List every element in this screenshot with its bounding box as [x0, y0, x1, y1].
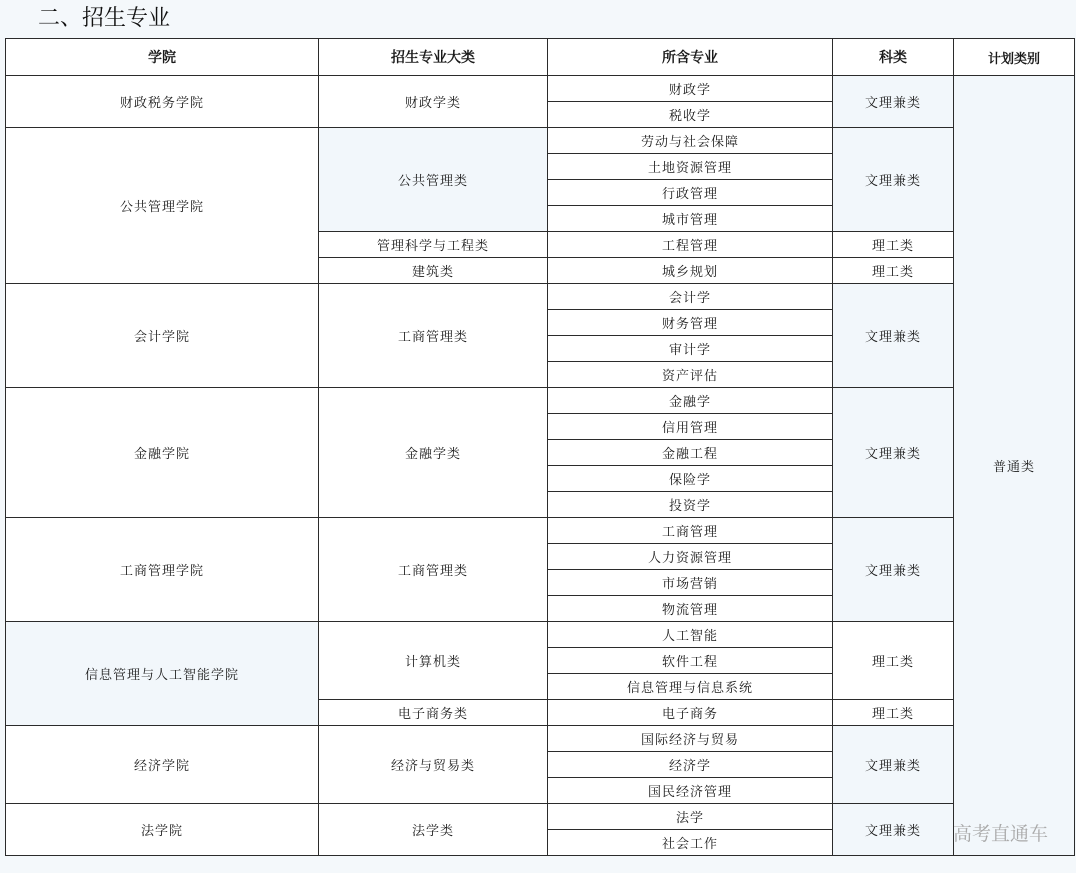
header-plan-type: 计划类别 — [954, 39, 1075, 76]
college-cell: 法学院 — [6, 804, 319, 856]
major-cell: 城乡规划 — [548, 258, 833, 284]
table-row — [6, 518, 1075, 544]
admission-plan-table — [5, 38, 1075, 856]
major-cell: 国民经济管理 — [548, 778, 833, 804]
major-cell: 软件工程 — [548, 648, 833, 674]
subject-cell: 文理兼类 — [833, 284, 954, 388]
table-body — [6, 76, 1075, 856]
category-cell: 工商管理类 — [319, 518, 548, 622]
college-cell: 经济学院 — [6, 726, 319, 804]
college-cell: 信息管理与人工智能学院 — [6, 622, 319, 726]
subject-cell: 文理兼类 — [833, 76, 954, 128]
subject-cell: 理工类 — [833, 258, 954, 284]
major-cell: 金融工程 — [548, 440, 833, 466]
subject-cell: 理工类 — [833, 622, 954, 700]
major-cell: 税收学 — [548, 102, 833, 128]
category-cell: 金融学类 — [319, 388, 548, 518]
subject-cell: 文理兼类 — [833, 388, 954, 518]
subject-cell: 文理兼类 — [833, 128, 954, 232]
major-cell: 信用管理 — [548, 414, 833, 440]
header-majors: 所含专业 — [548, 39, 833, 76]
major-cell: 社会工作 — [548, 830, 833, 856]
major-cell: 保险学 — [548, 466, 833, 492]
header-subject: 科类 — [833, 39, 954, 76]
subject-cell: 理工类 — [833, 700, 954, 726]
category-cell: 经济与贸易类 — [319, 726, 548, 804]
table-row — [6, 128, 1075, 154]
major-cell: 城市管理 — [548, 206, 833, 232]
header-category: 招生专业大类 — [319, 39, 548, 76]
major-cell: 行政管理 — [548, 180, 833, 206]
major-cell: 会计学 — [548, 284, 833, 310]
category-cell: 计算机类 — [319, 622, 548, 700]
section-title: 二、招生专业 — [38, 6, 171, 31]
major-cell: 财务管理 — [548, 310, 833, 336]
table-header-row — [6, 39, 1075, 76]
major-cell: 审计学 — [548, 336, 833, 362]
college-cell: 财政税务学院 — [6, 76, 319, 128]
watermark: 高考直通车 — [952, 823, 1048, 845]
table-row — [6, 76, 1075, 102]
major-cell: 财政学 — [548, 76, 833, 102]
major-cell: 金融学 — [548, 388, 833, 414]
subject-cell: 文理兼类 — [833, 804, 954, 856]
major-cell: 市场营销 — [548, 570, 833, 596]
category-cell: 建筑类 — [319, 258, 548, 284]
major-cell: 劳动与社会保障 — [548, 128, 833, 154]
table-row — [6, 284, 1075, 310]
header-college: 学院 — [6, 39, 319, 76]
major-cell: 法学 — [548, 804, 833, 830]
major-cell: 物流管理 — [548, 596, 833, 622]
major-cell: 资产评估 — [548, 362, 833, 388]
table-row — [6, 804, 1075, 830]
college-cell: 工商管理学院 — [6, 518, 319, 622]
subject-cell: 文理兼类 — [833, 726, 954, 804]
table-row — [6, 726, 1075, 752]
category-cell: 法学类 — [319, 804, 548, 856]
plan-type-cell: 普通类 — [954, 76, 1075, 856]
subject-cell: 理工类 — [833, 232, 954, 258]
subject-cell: 文理兼类 — [833, 518, 954, 622]
major-cell: 国际经济与贸易 — [548, 726, 833, 752]
major-cell: 电子商务 — [548, 700, 833, 726]
major-cell: 工程管理 — [548, 232, 833, 258]
college-cell: 公共管理学院 — [6, 128, 319, 284]
table-row — [6, 622, 1075, 648]
major-cell: 人力资源管理 — [548, 544, 833, 570]
major-cell: 信息管理与信息系统 — [548, 674, 833, 700]
college-cell: 金融学院 — [6, 388, 319, 518]
category-cell: 工商管理类 — [319, 284, 548, 388]
category-cell: 管理科学与工程类 — [319, 232, 548, 258]
major-cell: 土地资源管理 — [548, 154, 833, 180]
major-cell: 工商管理 — [548, 518, 833, 544]
category-cell: 电子商务类 — [319, 700, 548, 726]
major-cell: 投资学 — [548, 492, 833, 518]
major-cell: 经济学 — [548, 752, 833, 778]
category-cell: 财政学类 — [319, 76, 548, 128]
category-cell: 公共管理类 — [319, 128, 548, 232]
major-cell: 人工智能 — [548, 622, 833, 648]
table-row — [6, 388, 1075, 414]
college-cell: 会计学院 — [6, 284, 319, 388]
